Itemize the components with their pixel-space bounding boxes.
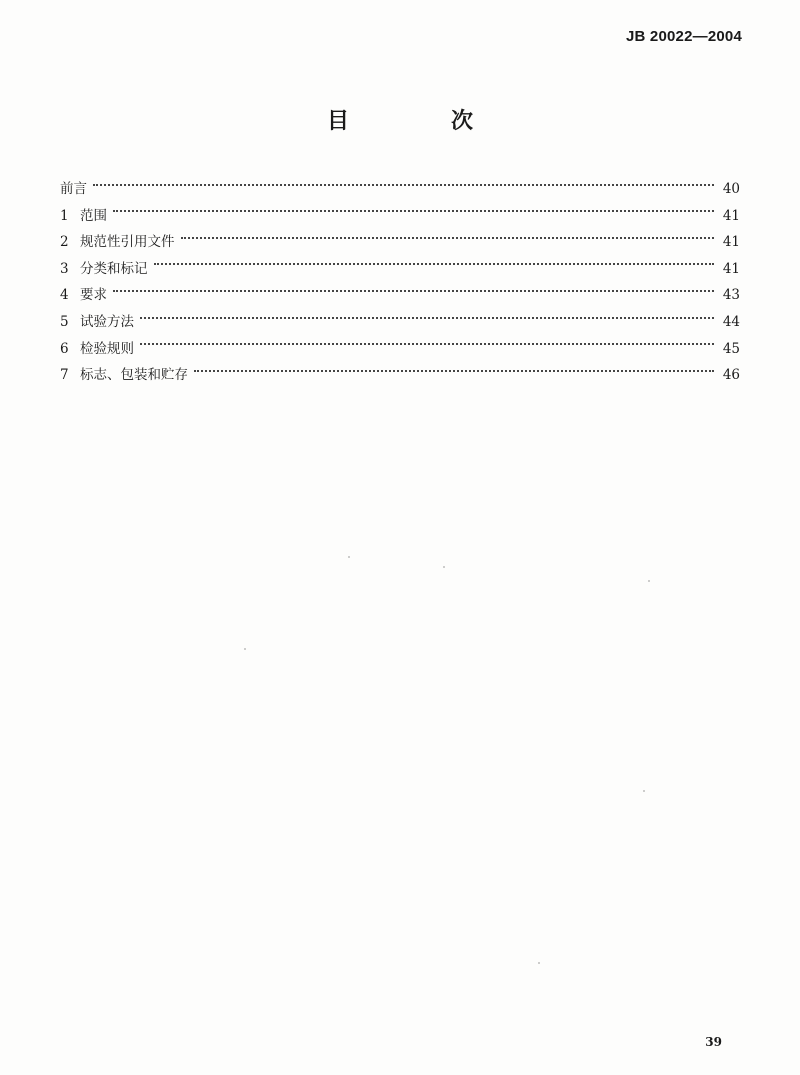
dot-leader: [113, 290, 714, 292]
toc-entry-number: 1: [60, 207, 69, 224]
scan-speck: [648, 580, 650, 582]
scan-speck: [643, 790, 645, 792]
page-title: 目 次: [326, 109, 513, 134]
scan-speck: [348, 556, 350, 558]
toc-entry-label: 前言: [60, 181, 87, 197]
toc-entry-marking-packaging-storage[interactable]: [60, 362, 740, 389]
toc-entry-page: 41: [722, 260, 740, 277]
scan-speck: [538, 962, 540, 964]
dot-leader: [154, 263, 715, 265]
scan-speck: [443, 566, 445, 568]
toc-entry-label: 分类和标记: [80, 260, 148, 277]
toc-entry-number: 7: [60, 367, 69, 384]
toc-entry-page: 44: [722, 313, 740, 330]
toc-entry-foreword[interactable]: [60, 176, 740, 203]
toc-entry-page: 41: [722, 234, 740, 251]
toc-entry-number: 5: [60, 313, 69, 330]
toc-entry-label: 检验规则: [80, 340, 134, 357]
toc-entry-classification[interactable]: [60, 256, 740, 283]
standard-code: JB 20022—2004: [625, 28, 742, 45]
toc-entry-number: 2: [60, 234, 69, 251]
toc-entry-label: 要求: [80, 287, 107, 304]
dot-leader: [194, 370, 714, 372]
toc-entry-number: 6: [60, 340, 69, 357]
toc-entry-normative-references[interactable]: [60, 229, 740, 256]
toc-entry-number: 4: [60, 287, 69, 304]
toc-entry-test-methods[interactable]: [60, 309, 740, 336]
toc-entry-label: 试验方法: [80, 313, 134, 330]
toc-entry-number: 3: [60, 260, 69, 277]
toc-entry-page: 41: [722, 207, 740, 224]
toc-entry-requirements[interactable]: [60, 282, 740, 309]
table-of-contents: [60, 176, 740, 389]
toc-entry-label: 标志、包装和贮存: [80, 367, 188, 384]
toc-entry-page: 45: [722, 340, 740, 357]
dot-leader: [140, 343, 714, 345]
toc-entry-page: 46: [722, 367, 740, 384]
toc-entry-page: 40: [722, 181, 740, 197]
toc-entry-label: 规范性引用文件: [80, 234, 175, 251]
dot-leader: [181, 237, 715, 239]
toc-entry-scope[interactable]: [60, 203, 740, 230]
dot-leader: [93, 184, 714, 186]
dot-leader: [140, 317, 714, 319]
dot-leader: [113, 210, 714, 212]
toc-entry-inspection-rules[interactable]: [60, 336, 740, 363]
toc-entry-page: 43: [722, 287, 740, 304]
scan-speck: [244, 648, 246, 650]
page-number: 39: [705, 1035, 722, 1049]
toc-entry-label: 范围: [80, 207, 107, 224]
